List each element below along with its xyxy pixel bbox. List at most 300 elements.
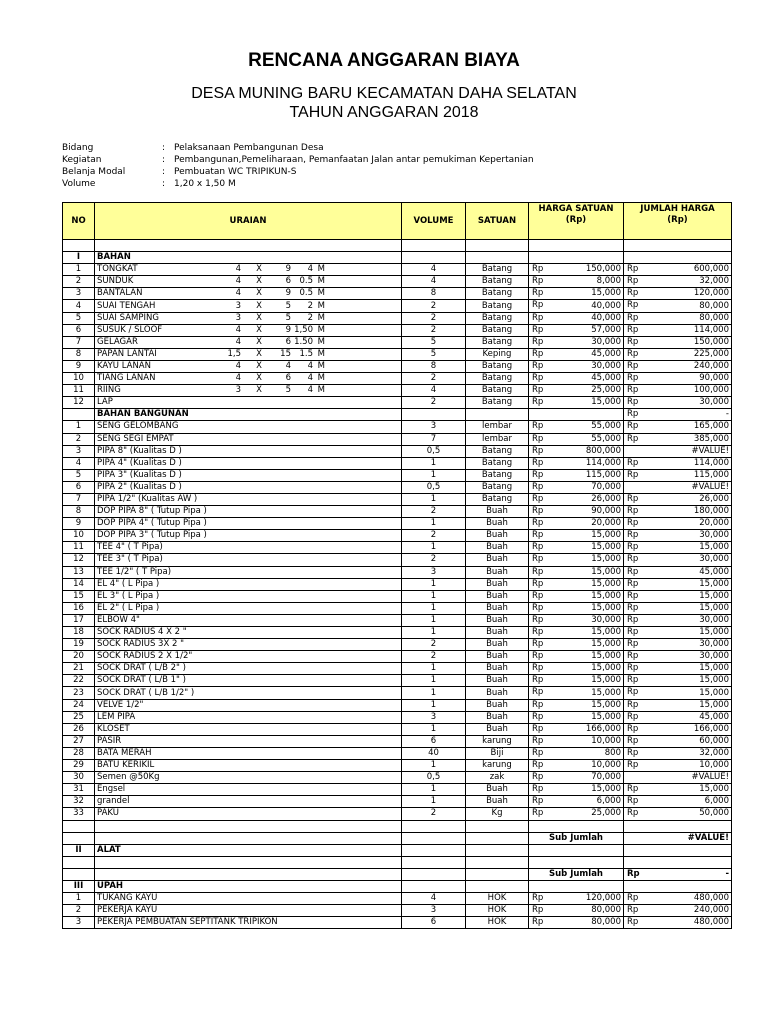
currency-label: Rp: [532, 711, 544, 722]
item-unit-price: [529, 735, 624, 747]
item-number: 12: [63, 397, 95, 409]
item-unit-price-value: 15,000: [591, 639, 621, 650]
item-unit: Buah: [466, 614, 529, 626]
item-unit-price-value: 15,000: [591, 578, 621, 589]
currency-label: Rp: [627, 264, 639, 275]
table-row: [63, 699, 732, 711]
item-total-value: 30,000: [699, 397, 729, 408]
item-unit-price: [529, 590, 624, 602]
currency-label: Rp: [627, 385, 639, 396]
item-number: 22: [63, 675, 95, 687]
item-unit: HOK: [466, 917, 529, 929]
currency-label: Rp: [532, 687, 544, 698]
subtotal-row: [63, 832, 732, 844]
item-total: [624, 300, 732, 312]
item-total: [624, 602, 732, 614]
currency-label: Rp: [532, 542, 544, 553]
item-total-value: 600,000: [693, 264, 729, 275]
item-number: 25: [63, 711, 95, 723]
item-volume: 0,5: [402, 445, 466, 457]
item-unit-price-value: 20,000: [591, 518, 621, 529]
item-volume: 2: [402, 506, 466, 518]
item-volume: 1: [402, 493, 466, 505]
item-dimension: 4: [235, 288, 241, 299]
currency-label: Rp: [627, 360, 639, 371]
item-unit-price-value: 15,000: [591, 784, 621, 795]
item-volume: 5: [402, 348, 466, 360]
currency-label: Rp: [627, 905, 639, 916]
item-name: DOP PIPA 3" ( Tutup Pipa ): [95, 530, 402, 542]
item-unit: Buah: [466, 711, 529, 723]
item-name: VELVE 1/2": [95, 699, 402, 711]
header-jumlah-harga: JUMLAH HARGA: [624, 203, 732, 216]
item-unit-price: [529, 772, 624, 784]
table-row: [63, 373, 732, 385]
item-number: 19: [63, 639, 95, 651]
item-unit-price: [529, 481, 624, 493]
item-unit-price: [529, 421, 624, 433]
item-total: [624, 905, 732, 917]
item-unit: Batang: [466, 312, 529, 324]
info-label: Belanja Modal: [62, 167, 126, 177]
item-total: [624, 747, 732, 759]
item-number: 26: [63, 723, 95, 735]
item-total: [624, 784, 732, 796]
item-dimension: 4: [285, 360, 291, 371]
item-total-value: 30,000: [699, 554, 729, 565]
item-name: SENG SEGI EMPAT: [95, 433, 402, 445]
currency-label: Rp: [532, 469, 544, 480]
item-unit: Buah: [466, 554, 529, 566]
table-row: [63, 711, 732, 723]
item-volume: 6: [402, 917, 466, 929]
item-total: [624, 312, 732, 324]
item-unit-price-value: 15,000: [591, 530, 621, 541]
item-unit-price: [529, 360, 624, 372]
section-row: [63, 844, 732, 856]
item-total-value: 15,000: [699, 627, 729, 638]
item-volume: 1: [402, 663, 466, 675]
currency-label: Rp: [627, 699, 639, 710]
item-unit-price-value: 80,000: [591, 905, 621, 916]
item-unit-price-value: 15,000: [591, 711, 621, 722]
item-unit-price: [529, 796, 624, 808]
item-total: [624, 518, 732, 530]
item-unit-price-value: 15,000: [591, 397, 621, 408]
section-row: [63, 252, 732, 264]
currency-label: Rp: [627, 578, 639, 589]
item-total-value: 30,000: [699, 530, 729, 541]
currency-label: Rp: [532, 663, 544, 674]
item-dimension: X: [256, 324, 262, 335]
item-total-value: 15,000: [699, 784, 729, 795]
currency-label: Rp: [532, 433, 544, 444]
currency-label: Rp: [627, 917, 639, 928]
item-unit-price: [529, 808, 624, 820]
item-name: PIPA 8" (Kualitas D ): [95, 445, 402, 457]
item-total: [624, 530, 732, 542]
item-unit-price-value: 15,000: [591, 288, 621, 299]
item-volume: 1: [402, 469, 466, 481]
item-volume: 4: [402, 385, 466, 397]
item-name: SOCK RADIUS 4 X 2 ": [95, 627, 402, 639]
item-unit-price: [529, 711, 624, 723]
item-volume: 6: [402, 735, 466, 747]
currency-label: Rp: [627, 276, 639, 287]
item-total: [624, 639, 732, 651]
item-number: 30: [63, 772, 95, 784]
table-row: [63, 687, 732, 699]
currency-label: Rp: [532, 566, 544, 577]
item-unit-price-value: 40,000: [591, 312, 621, 323]
currency-label: Rp: [532, 445, 544, 456]
table-row: [63, 433, 732, 445]
item-unit-price-value: 30,000: [591, 614, 621, 625]
item-volume: 7: [402, 433, 466, 445]
section-title: BAHAN: [95, 252, 402, 264]
currency-label: Rp: [627, 457, 639, 468]
item-dimension: 1,5: [227, 348, 241, 359]
item-number: 8: [63, 348, 95, 360]
currency-label: Rp: [532, 808, 544, 819]
item-total: [624, 288, 732, 300]
item-unit-price: [529, 614, 624, 626]
table-row: [63, 276, 732, 288]
info-colon: :: [162, 167, 166, 177]
currency-label: Rp: [627, 723, 639, 734]
currency-label: Rp: [532, 723, 544, 734]
item-number: 21: [63, 663, 95, 675]
item-number: 2: [63, 433, 95, 445]
item-total-value: 115,000: [693, 469, 729, 480]
item-volume: 8: [402, 360, 466, 372]
item-total: [624, 276, 732, 288]
currency-label: Rp: [627, 373, 639, 384]
currency-label: Rp: [532, 747, 544, 758]
item-unit: Batang: [466, 445, 529, 457]
currency-label: Rp: [627, 469, 639, 480]
item-total-value: 90,000: [699, 373, 729, 384]
item-unit-price: [529, 348, 624, 360]
currency-label: Rp: [627, 300, 639, 311]
item-unit-price: [529, 506, 624, 518]
item-total-value: 480,000: [693, 893, 729, 904]
currency-label: Rp: [532, 554, 544, 565]
item-name: PIPA 1/2" (Kualitas AW ): [95, 493, 402, 505]
item-unit-price-value: 114,000: [585, 457, 621, 468]
item-unit-price-value: 15,000: [591, 566, 621, 577]
item-description: [95, 276, 402, 288]
header-harga-satuan: HARGA SATUAN: [529, 203, 624, 216]
info-label: Volume: [62, 179, 96, 189]
item-unit: Buah: [466, 651, 529, 663]
item-number: 4: [63, 300, 95, 312]
currency-label: Rp: [532, 276, 544, 287]
item-name: ELBOW 4": [95, 614, 402, 626]
currency-label: Rp: [627, 493, 639, 504]
item-unit-price: [529, 493, 624, 505]
currency-label: Rp: [627, 675, 639, 686]
item-number: 20: [63, 651, 95, 663]
table-row: [63, 747, 732, 759]
info-label: Bidang: [62, 143, 94, 153]
table-row: [63, 651, 732, 663]
currency-label: Rp: [532, 264, 544, 275]
item-name: SOCK RADIUS 2 X 1/2": [95, 651, 402, 663]
item-dimension: M: [317, 312, 325, 323]
item-name: DOP PIPA 8" ( Tutup Pipa ): [95, 506, 402, 518]
info-label: Kegiatan: [62, 155, 102, 165]
item-total-value: 15,000: [699, 699, 729, 710]
currency-label: Rp: [532, 518, 544, 529]
item-unit-price-value: 30,000: [591, 360, 621, 371]
item-total: [624, 385, 732, 397]
item-dimension: X: [256, 373, 262, 384]
table-row: [63, 760, 732, 772]
currency-label: Rp: [532, 590, 544, 601]
item-total: [624, 264, 732, 276]
item-unit: Buah: [466, 699, 529, 711]
item-unit-price: [529, 264, 624, 276]
item-unit-price-value: 800: [604, 747, 621, 758]
item-total-value: 32,000: [699, 276, 729, 287]
item-unit-price-value: 26,000: [591, 494, 621, 505]
currency-label: Rp: [627, 747, 639, 758]
currency-label: Rp: [627, 868, 640, 879]
item-unit: Keping: [466, 348, 529, 360]
item-unit-price: [529, 675, 624, 687]
currency-label: Rp: [627, 409, 639, 420]
section-row: [63, 880, 732, 892]
item-unit-price: [529, 639, 624, 651]
item-dimension: 3: [235, 385, 241, 396]
item-unit-price-value: 15,000: [591, 554, 621, 565]
item-name: SENG GELOMBANG: [95, 421, 402, 433]
currency-label: Rp: [627, 530, 639, 541]
currency-label: Rp: [532, 772, 544, 783]
item-volume: 1: [402, 760, 466, 772]
item-description: [95, 324, 402, 336]
item-unit-price: [529, 905, 624, 917]
item-number: 11: [63, 385, 95, 397]
item-dimension: X: [256, 385, 262, 396]
item-total: [624, 675, 732, 687]
item-description: [95, 264, 402, 276]
item-number: 24: [63, 699, 95, 711]
item-unit: Batang: [466, 324, 529, 336]
item-dimension: 4: [235, 276, 241, 287]
currency-label: Rp: [627, 687, 639, 698]
item-volume: 1: [402, 578, 466, 590]
item-unit: Batang: [466, 373, 529, 385]
item-name: BATA MERAH: [95, 747, 402, 759]
item-unit: Kg: [466, 808, 529, 820]
item-number: 4: [63, 457, 95, 469]
item-name: EL 2" ( L Pipa ): [95, 602, 402, 614]
item-number: 28: [63, 747, 95, 759]
item-unit: Buah: [466, 518, 529, 530]
item-volume: 3: [402, 566, 466, 578]
item-name: SOCK DRAT ( L/B 1" ): [95, 675, 402, 687]
item-name: TEE 1/2" ( T Pipa): [95, 566, 402, 578]
item-volume: 3: [402, 905, 466, 917]
item-dimension: 4: [307, 385, 313, 396]
blank-row: [63, 240, 732, 252]
info-row-volume: [62, 178, 534, 190]
section-number: I: [63, 252, 95, 264]
currency-label: Rp: [627, 348, 639, 359]
item-description: [95, 348, 402, 360]
item-volume: 2: [402, 554, 466, 566]
header-uraian: URAIAN: [95, 203, 402, 240]
item-dimension: 9: [285, 288, 291, 299]
currency-label: Rp: [627, 808, 639, 819]
item-dimension: M: [317, 348, 325, 359]
item-total-value: 30,000: [699, 639, 729, 650]
item-unit-price: [529, 530, 624, 542]
item-unit-price-value: 120,000: [585, 893, 621, 904]
item-dimension: 4: [235, 264, 241, 275]
item-name: BATU KERIKIL: [95, 760, 402, 772]
table-row: [63, 808, 732, 820]
header-satuan: SATUAN: [466, 203, 529, 240]
info-colon: :: [162, 179, 166, 189]
table-row: [63, 639, 732, 651]
item-total-value: 15,000: [699, 687, 729, 698]
item-total: [624, 493, 732, 505]
currency-label: Rp: [627, 554, 639, 565]
currency-label: Rp: [532, 481, 544, 492]
item-unit-price: [529, 397, 624, 409]
currency-label: Rp: [627, 421, 639, 432]
item-dimension: M: [317, 360, 325, 371]
item-total: [624, 409, 732, 421]
item-name: SUAI SAMPING: [97, 312, 159, 323]
subsection-row: [63, 409, 732, 421]
item-total-value: 100,000: [693, 385, 729, 396]
item-total: [624, 760, 732, 772]
item-volume: 2: [402, 639, 466, 651]
item-volume: 4: [402, 264, 466, 276]
item-total-value: 240,000: [693, 360, 729, 371]
item-number: 27: [63, 735, 95, 747]
currency-label: Rp: [532, 651, 544, 662]
item-number: 5: [63, 469, 95, 481]
currency-label: Rp: [627, 784, 639, 795]
currency-label: Rp: [532, 602, 544, 613]
item-description: [95, 336, 402, 348]
table-row: [63, 554, 732, 566]
item-total-value: 165,000: [693, 421, 729, 432]
currency-label: Rp: [532, 699, 544, 710]
item-total: [624, 699, 732, 711]
info-colon: :: [162, 155, 166, 165]
item-total: [624, 542, 732, 554]
item-name: PIPA 3" (Kualitas D ): [95, 469, 402, 481]
table-row: [63, 663, 732, 675]
item-number: 7: [63, 336, 95, 348]
table-row: [63, 735, 732, 747]
item-dimension: 1.50: [294, 336, 313, 347]
item-unit: Buah: [466, 639, 529, 651]
item-dimension: 0.5: [299, 288, 313, 299]
table-row: [63, 784, 732, 796]
table-row: [63, 675, 732, 687]
item-volume: 1: [402, 627, 466, 639]
item-unit-price: [529, 433, 624, 445]
item-volume: 1: [402, 723, 466, 735]
item-total-value: 80,000: [699, 312, 729, 323]
item-unit: Buah: [466, 578, 529, 590]
item-unit-price-value: 6,000: [596, 796, 621, 807]
item-total: [624, 663, 732, 675]
table-row: [63, 397, 732, 409]
item-description: [95, 385, 402, 397]
item-total-value: 50,000: [699, 808, 729, 819]
item-dimension: 4: [235, 373, 241, 384]
item-number: 13: [63, 566, 95, 578]
item-volume: 2: [402, 397, 466, 409]
item-volume: 8: [402, 288, 466, 300]
item-total: [624, 373, 732, 385]
currency-label: Rp: [532, 627, 544, 637]
item-total: #VALUE!: [624, 481, 732, 493]
currency-label: Rp: [532, 288, 544, 299]
item-unit-price-value: 45,000: [591, 373, 621, 384]
subsection-title: BAHAN BANGUNAN: [95, 409, 402, 421]
item-number: 1: [63, 421, 95, 433]
item-volume: 1: [402, 590, 466, 602]
item-unit: Batang: [466, 276, 529, 288]
item-total: [624, 469, 732, 481]
item-unit: Batang: [466, 493, 529, 505]
item-number: 9: [63, 360, 95, 372]
currency-label: Rp: [532, 493, 544, 504]
item-total: [624, 893, 732, 905]
item-total: [624, 614, 732, 626]
item-total: [624, 917, 732, 929]
item-total-value: 26,000: [699, 494, 729, 505]
currency-label: Rp: [532, 397, 544, 408]
item-unit: Batang: [466, 385, 529, 397]
item-unit-price-value: 90,000: [591, 506, 621, 517]
table-row: [63, 905, 732, 917]
item-number: 6: [63, 324, 95, 336]
section-number: II: [63, 844, 95, 856]
item-total-value: 225,000: [693, 348, 729, 359]
item-dimension: 5: [285, 385, 291, 396]
currency-label: Rp: [627, 711, 639, 722]
subtotal-label: Sub Jumlah: [529, 832, 624, 844]
item-name: PAKU: [95, 808, 402, 820]
item-unit-price-value: 30,000: [591, 336, 621, 347]
item-unit-price-value: 15,000: [591, 699, 621, 710]
currency-label: Rp: [532, 336, 544, 347]
currency-label: Rp: [627, 651, 639, 662]
item-unit: Buah: [466, 723, 529, 735]
item-unit-price: [529, 288, 624, 300]
subtotal-label: Sub Jumlah: [529, 868, 624, 880]
item-unit-price-value: 8,000: [596, 276, 621, 287]
info-row-bidang: [62, 142, 534, 154]
item-total-value: 15,000: [699, 602, 729, 613]
item-name: PAPAN LANTAI: [97, 348, 157, 359]
info-value: Pelaksanaan Pembangunan Desa: [174, 143, 324, 153]
item-unit: Buah: [466, 675, 529, 687]
item-total-value: 150,000: [693, 336, 729, 347]
currency-label: Rp: [532, 300, 544, 311]
table-row: [63, 796, 732, 808]
